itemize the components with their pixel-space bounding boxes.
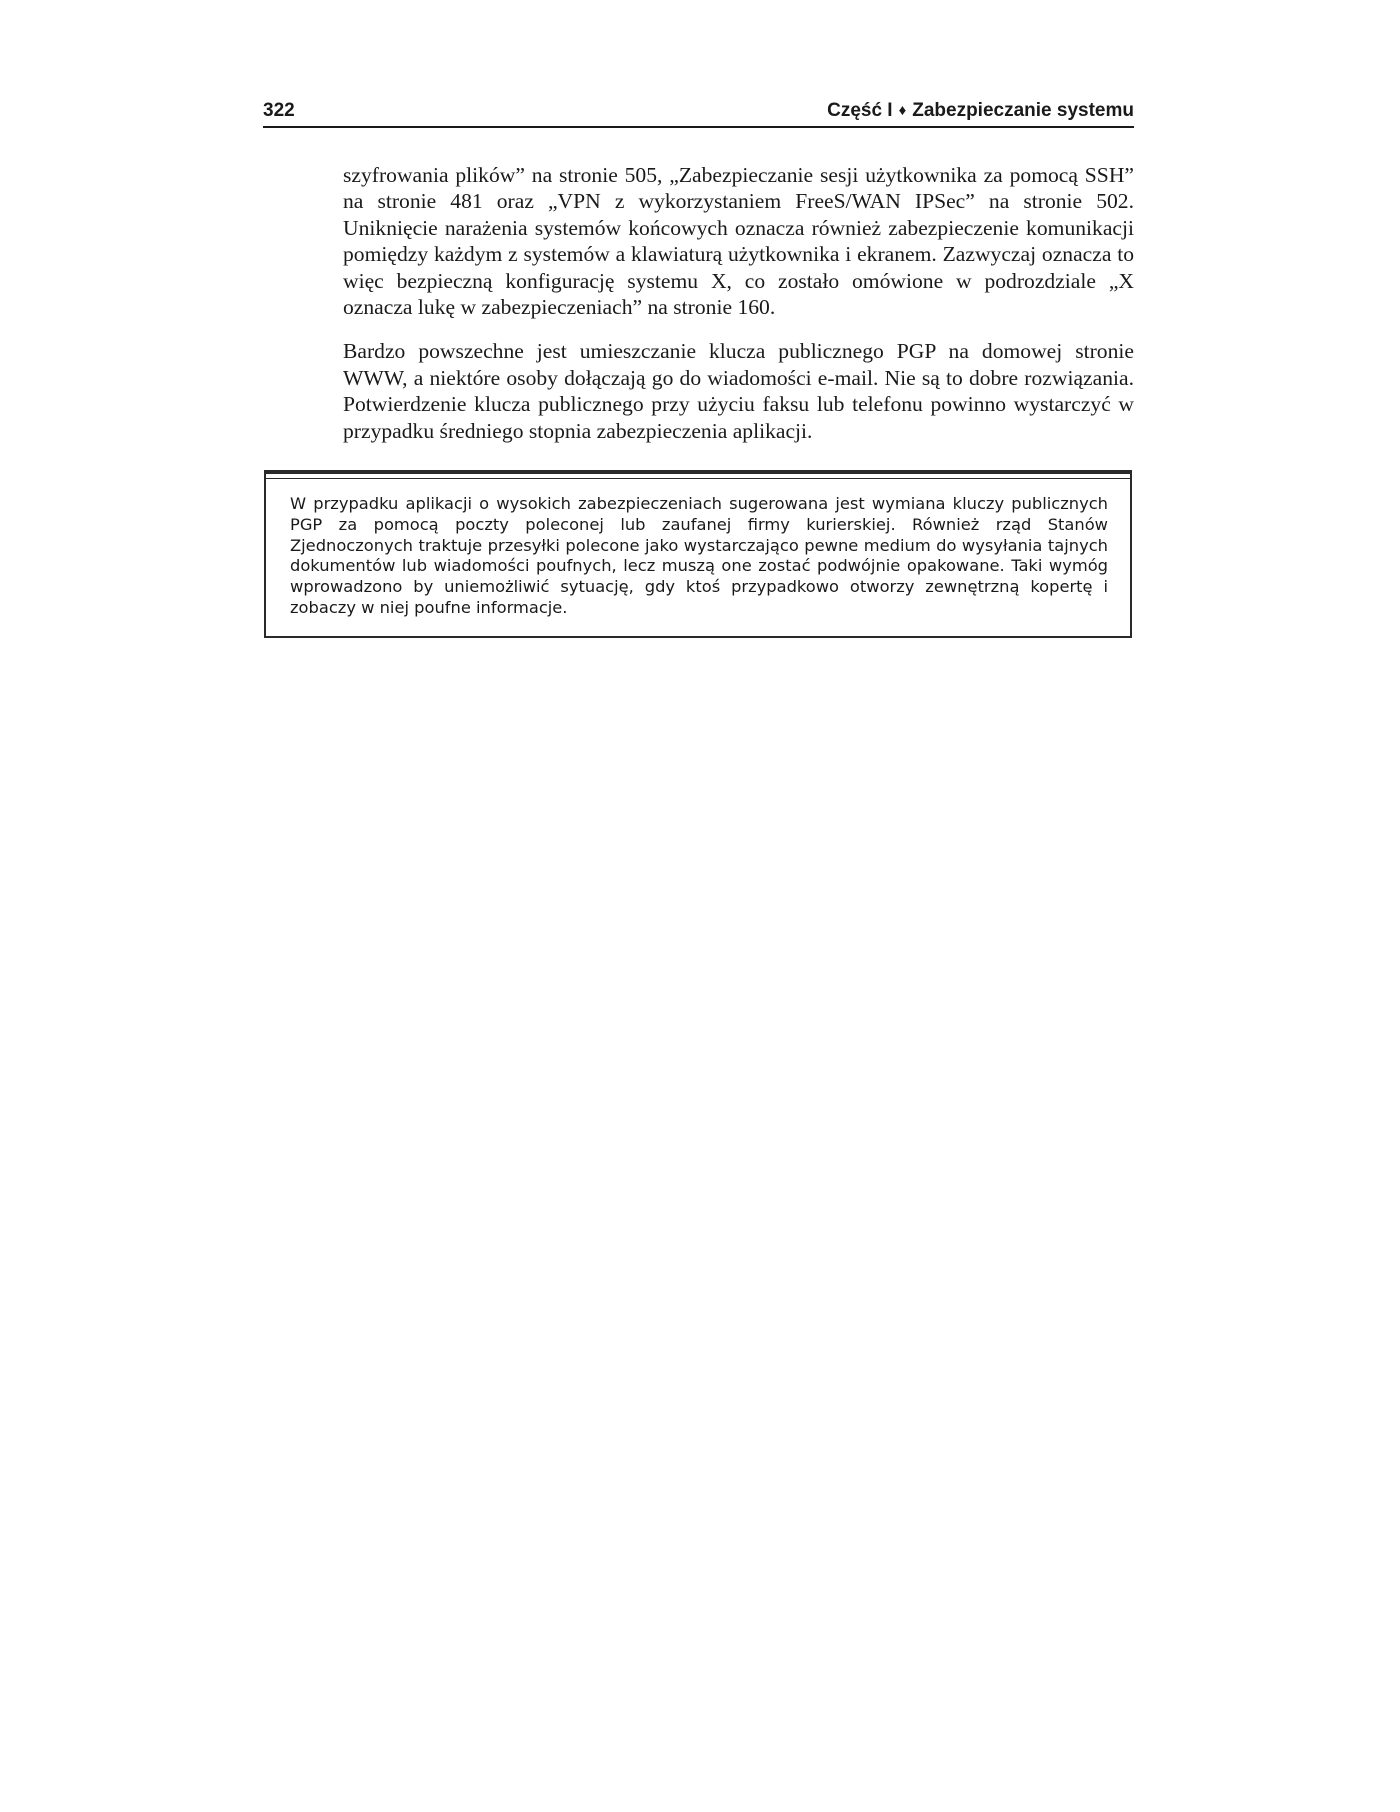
note-box [264,470,1132,638]
page-number: 322 [263,100,295,121]
part-label: Część I [827,100,893,121]
note-text: W przypadku aplikacji o wysokich zabezpieczeniach sugerowana jest wymiana kluczy publicznych PGP za pomocą poczty poleconej lub zaufanej firmy kurierskiej. Również rząd Stanów Zjednoczonych traktuje przesyłki polecone jako wystarczająco pewne medium do wysyłania tajnych dokumentów lub wiadomości poufnych, lecz muszą one zostać podwójnie opakowane. Taki wymóg wprowadzono by uniemożliwić sytuację, gdy ktoś przypadkowo otworzy zewnętrzną kopertę i zobaczy w niej poufne informacje. [290,494,1108,617]
running-head [827,100,1134,122]
paragraph-2: Bardzo powszechne jest umieszczanie klucza publicznego PGP na domowej stronie WWW, a niektóre osoby dołączają go do wiadomości e-mail. Nie są to dobre rozwiązania. Potwierdzenie klucza publicznego przy użyciu faksu lub telefonu powinno wystarczyć w przypadku średniego stopnia zabezpieczenia aplikacji. [343,339,1134,443]
chapter-label: Zabezpieczanie systemu [912,100,1134,121]
diamond-separator-icon: ♦ [898,102,907,119]
paragraph-1: szyfrowania plików” na stronie 505, „Zabezpieczanie sesji użytkownika za pomocą SSH” na stronie 481 oraz „VPN z wykorzystaniem FreeS/WAN IPSec” na stronie 502. Uniknięcie narażenia systemów końcowych oznacza również zabezpieczenie komunikacji pomiędzy każdym z systemów a klawiaturą użytkownika i ekranem. Zazwyczaj oznacza to więc bezpieczną konfigurację systemu X, co zostało omówione w podrozdziale „X oznacza lukę w zabezpieczeniach” na stronie 160. [343,163,1134,320]
body-text [343,162,1134,444]
page-header [263,96,1134,128]
